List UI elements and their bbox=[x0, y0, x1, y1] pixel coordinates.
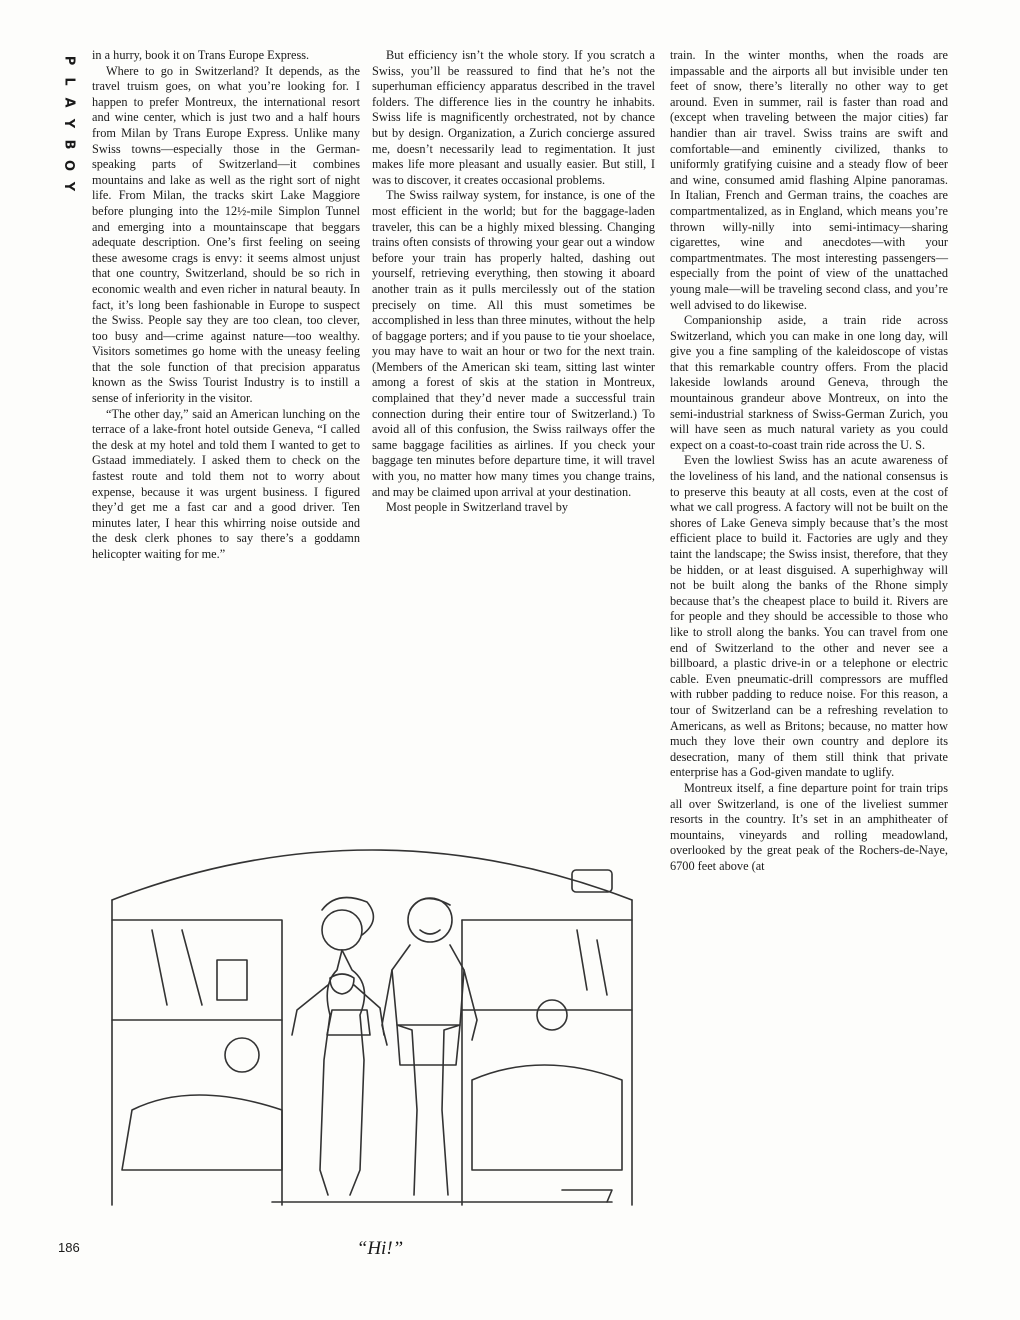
page-number: 186 bbox=[58, 1240, 80, 1255]
paragraph: Even the lowliest Swiss has an acute awareness of the loveliness of his land, and the national consensus is to preserve this beauty at all costs, even at the cost of what we call progress. A factory will not be built on the shores of Lake Geneva simply because that’s the most efficient place to build it. Factories are ugly and they taint the landscape; the Swiss insist, therefore, that they be hidden, or at least disguised. A superhighway will not be built along the banks of the Rhone simply because that’s the cheapest place to build it. Rivers are for people and they should be accessible to those who like to stroll along the banks. You can travel from one end of Switzerland to the other and never see a billboard, a plastic drive-in or a telephone or electric cable. Even pneumatic-drill compressors are muffled with rubber padding to reduce noise. For this reason, a tour of Switzerland can be a refreshing revelation to Americans, as well as Britons; because, no matter how much they love their own country and deplore its desecration, many of them still think that private enterprise has a God-given mandate to uglify. bbox=[670, 453, 948, 780]
paragraph: Where to go in Switzerland? It depends, as the travel truism goes, on what you’re looking for. I happen to prefer Montreux, the international resort and wine center, which is just two and a half hours from Milan by Trans Europe Express. Unlike many Swiss towns—especially those in the German-speaking parts of Switzerland—it combines mountains and lake as well as the right sort of night life. From Milan, the tracks skirt Lake Maggiore before plunging into the 12½-mile Simplon Tunnel and emerging into a mountainscape that beggars adequate description. One’s first feeling on seeing these awesome crags is envy: it seems almost unjust that one country, Switzerland, should be so rich in economic wealth and even richer in natural beauty. In fact, it’s long been fashionable in Europe to suspect the Swiss. People say they are too clean, too clever, too busy and—crime against nature—too wealthy. Visitors sometimes go home with the uneasy feeling that the sole function of that precision apparatus known as the Swiss Tourist Industry is to instill a sense of inferiority in the visitor. bbox=[92, 63, 360, 406]
cartoon-caption: “Hi!” bbox=[356, 1238, 404, 1259]
paragraph: Companionship aside, a train ride across Switzerland, which you can make in one long day, will give you a fine sampling of the kaleidoscope of vistas that this remarkable country offers. From the placid lakeside lowlands around Geneva, through the mountainous grandeur above Montreux, on into the semi-industrial starkness of Swiss-German Zurich, you will have seen as much natural variety as you could expect on a coast-to-coast train ride across the U. S. bbox=[670, 313, 948, 452]
paragraph: The Swiss railway system, for instance, is one of the most efficient in the world; but for the baggage-laden traveler, this can be a highly mixed blessing. Changing trains often consists of throwing your gear out a window before your train has properly halted, dashing out yourself, retrieving everything, then stowing it aboard another train as it pulls mercilessly out of the station precisely on time. All this must sometimes be accomplished in less than three minutes, without the help of baggage porters; and if you pause to tie your shoelace, you may have to wait an hour or two for the next train. (Members of the American ski team, sitting last winter among a forest of skis at the station in Montreux, complained that they’d never made a successful train connection during their entire tour of Switzerland.) To avoid all of this confusion, the Swiss railways offer the same baggage facilities as airlines. If you check your baggage ten minutes before departure time, it will travel with you, no matter how many times you change trains, and may be claimed upon arrival at your destination. bbox=[372, 188, 655, 499]
text-column-3 bbox=[670, 48, 948, 874]
magazine-name-vertical bbox=[57, 50, 81, 197]
paragraph: train. In the winter months, when the roads are impassable and the airports all but invisible under ten feet of snow, there’s literally no other way to get around. Even in summer, rail is faster than road and (except when traveling between the major cities) far handier than air travel. Swiss trains are swift and comfortable—and eminently civilized, thanks to uniformly gratifying cuisine and a steady flow of beer and wine, consumed amid flashing Alpine panoramas. In Italian, French and German trains, the coaches are compartmentalized, as in England, which means you’re thrown willy-nilly into semi-intimacy—sharing cigarettes, wine and anecdotes—with your compartmentmates. The most interesting passengers—especially from the point of view of the unattached young male—will be traveling second class, and you’re well advised to do likewise. bbox=[670, 48, 948, 312]
magazine-letter: B bbox=[61, 139, 77, 150]
magazine-letter: L bbox=[61, 77, 77, 86]
magazine-letter: Y bbox=[61, 181, 77, 192]
magazine-letter: O bbox=[61, 159, 77, 172]
paragraph: in a hurry, book it on Trans Europe Express. bbox=[92, 48, 310, 62]
magazine-letter: P bbox=[61, 55, 77, 66]
paragraph: Montreux itself, a fine departure point for train trips all over Switzerland, is one of the liveliest summer resorts in the country. It’s set in an amphitheater of mountains, vineyards and rolling meadowland, overlooked by the great peak of the Rochers-de-Naye, 6700 feet above (at bbox=[670, 780, 948, 873]
text-column-1 bbox=[92, 48, 360, 563]
paragraph: “The other day,” said an American lunching on the terrace of a lake-front hotel outside Geneva, “I called the desk at my hotel and told them I wanted to get to Gstaad immediately. I asked them to check on the fastest route and told them not to worry about expense, because it was urgent business. I figured they’d get me a fast car and a good driver. Ten minutes later, I hear this whirring noise outside and the desk clerk phones to say there’s a goddamn helicopter waiting for me.” bbox=[92, 406, 360, 561]
magazine-letter: Y bbox=[61, 118, 77, 129]
text-column-2 bbox=[372, 48, 655, 516]
magazine-letter: A bbox=[61, 97, 77, 108]
paragraph: But efficiency isn’t the whole story. If you scratch a Swiss, you’ll be reassured to find that he’s not the superhuman efficiency apparatus described in the travel folders. The difference lies in the country he inhabits. Swiss life is magnificently orchestrated, not by chance but by design. Organization, a Zurich concierge assured me, doesn’t necessarily lead to regimentation. It just makes life more pleasant and usually easier. But still, I was to discover, it creates occasional problems. bbox=[372, 48, 655, 187]
paragraph: Most people in Switzerland travel by bbox=[386, 500, 569, 515]
cartoon-illustration bbox=[92, 810, 652, 1215]
